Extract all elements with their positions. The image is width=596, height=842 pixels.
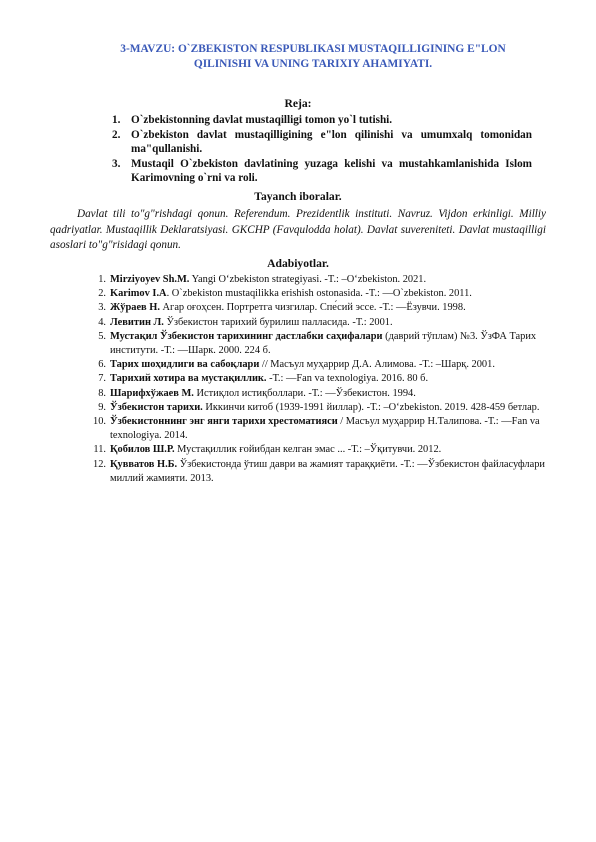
bibliography-author: Қобилов Ш.Р. bbox=[110, 444, 175, 456]
bibliography-item bbox=[96, 316, 548, 330]
bibliography-item bbox=[96, 401, 548, 415]
bibliography-item-number: 1. bbox=[98, 274, 106, 285]
bibliography-details: Ўзбекистон тарихий бурилиш палласида. -Т.: 2001. bbox=[163, 316, 393, 328]
bibliography-item-number: 3. bbox=[98, 302, 106, 314]
bibliography-details: Ўзбекистонда ўтиш даври ва жамият тараққиёти. -Т.: ―Ўзбекистон файласуфлари миллий жамияти. 2013. bbox=[110, 458, 545, 484]
bibliography-item-number: 12. bbox=[93, 458, 106, 470]
bibliography-details: Истиқлол истиқболлари. -Т.: ―Ўзбекистон. 1994. bbox=[193, 387, 416, 399]
bibliography-details: Иккинчи китоб (1939-1991 йиллар). -Т.: –O‘zbekiston. 2019. 428-459 бетлар. bbox=[202, 401, 540, 413]
bibliography-item-number: 5. bbox=[98, 330, 106, 342]
plan-item-number: 3. bbox=[112, 157, 121, 170]
plan-item-text: O`zbekistonning davlat mustaqilligi tomon yo`l tutishi. bbox=[131, 114, 393, 126]
plan-item bbox=[112, 157, 532, 186]
bibliography-list bbox=[93, 273, 548, 486]
bibliography-item-number: 4. bbox=[98, 316, 106, 328]
plan-list bbox=[112, 113, 532, 186]
plan-heading: Reja: bbox=[284, 97, 312, 110]
plan-item-number: 1. bbox=[112, 114, 121, 126]
bibliography-author: Мустақил Ўзбекистон тарихининг дастлабки саҳифалари bbox=[110, 330, 383, 342]
bibliography-details: -Т.: ―Fan va texnologiya. 2016. 80 б. bbox=[266, 373, 429, 385]
bibliography-item bbox=[93, 458, 548, 486]
bibliography-author: Karimov I.A bbox=[110, 288, 167, 300]
plan-item-text: O`zbekiston davlat mustaqilligining e"lon qilinishi va umumxalq tomonidan ma"qullanishi. bbox=[131, 128, 532, 156]
bibliography-author: Қувватов Н.Б. bbox=[110, 458, 178, 470]
title-line-1: 3-MAVZU: O`ZBEKISTON RESPUBLIKASI MUSTAQILLIGINING E"LON bbox=[120, 43, 506, 55]
bibliography-details: (даврий тўплам) №3. ЎзФА Тарих институти. -Т.: ―Шарк. 2000. 224 б. bbox=[110, 330, 537, 357]
key-terms-heading: Tayanch iboralar. bbox=[254, 190, 342, 203]
title-line-2: QILINISHI VA UNING TARIXIY AHAMIYATI. bbox=[193, 58, 433, 70]
bibliography-item bbox=[93, 415, 548, 443]
bibliography-details: // Масъул муҳаррир Д.А. Алимова. -Т.: –Шарқ. 2001. bbox=[259, 359, 495, 371]
bibliography-item-number: 6. bbox=[98, 359, 106, 371]
bibliography-item-number: 10. bbox=[93, 416, 106, 428]
bibliography-author: Левитин Л. bbox=[110, 316, 164, 328]
bibliography-details: Мустақиллик ғойибдан келган эмас ... -Т.: –Ўқитувчи. 2012. bbox=[174, 444, 442, 456]
bibliography-item-number: 7. bbox=[98, 373, 106, 385]
key-terms-text: Davlat tili to"g"rishdagi qonun. Referendum. Prezidentlik instituti. Navruz. Vijdon erkinligi. Milliy qadriyatlar. Mustaqillik Deklaratsiyasi. GKCHP (Favqulodda holat). Davlat suvereniteti. Davlat mustaqilligi asoslari to"g"risidagi qonun. bbox=[50, 208, 546, 251]
bibliography-details: Yangi O‘zbekiston strategiyasi. -T.: –O‘zbekiston. 2021. bbox=[189, 274, 427, 285]
bibliography-author: Ўзбекистон тарихи. bbox=[110, 401, 203, 413]
bibliography-details: . O`zbekiston mustaqilikka erishish ostonasida. -T.: ―O`zbekiston. 2011. bbox=[166, 288, 472, 300]
plan-item-text: Mustaqil O`zbekiston davlatining yuzaga kelishi va mustahkamlanishida Islom Karimovning o`rni va roli. bbox=[131, 157, 532, 185]
bibliography-item bbox=[96, 301, 548, 315]
page-title bbox=[90, 42, 536, 72]
bibliography-details: / Масъул муҳаррир Н.Талипова. -Т.: ―Fan va texnologiya. 2014. bbox=[110, 416, 540, 442]
bibliography-item bbox=[96, 330, 548, 358]
bibliography-item-number: 11. bbox=[93, 444, 106, 456]
bibliography-item-number: 8. bbox=[98, 387, 106, 399]
bibliography-item bbox=[93, 443, 548, 457]
bibliography-item bbox=[96, 358, 548, 372]
bibliography-heading: Adabiyotlar. bbox=[267, 257, 329, 270]
plan-item bbox=[112, 128, 532, 157]
bibliography-author: Ўзбекистоннинг энг янги тарихи хрестоматияси bbox=[110, 416, 338, 428]
bibliography-item bbox=[96, 273, 548, 287]
bibliography-author: Жўраев Н. bbox=[110, 302, 160, 314]
bibliography-item bbox=[96, 387, 548, 401]
bibliography-author: Шарифхўжаев М. bbox=[110, 387, 194, 399]
bibliography-details: Агар оғоҳсен. Портретга чизгилар. Спе́сий эссе. -Т.: ―Ёзувчи. 1998. bbox=[159, 302, 466, 314]
bibliography-item-number: 2. bbox=[98, 288, 106, 300]
bibliography-item bbox=[96, 287, 548, 301]
plan-item-number: 2. bbox=[112, 128, 121, 141]
plan-item bbox=[112, 113, 532, 128]
bibliography-author: Тарихий хотира ва мустақиллик. bbox=[110, 373, 267, 385]
bibliography-item-number: 9. bbox=[98, 401, 106, 413]
bibliography-author: Тарих шоҳидлиги ва сабоқлари bbox=[110, 359, 260, 371]
bibliography-item bbox=[96, 372, 548, 386]
bibliography-author: Mirziyoyev Sh.M. bbox=[110, 274, 190, 285]
